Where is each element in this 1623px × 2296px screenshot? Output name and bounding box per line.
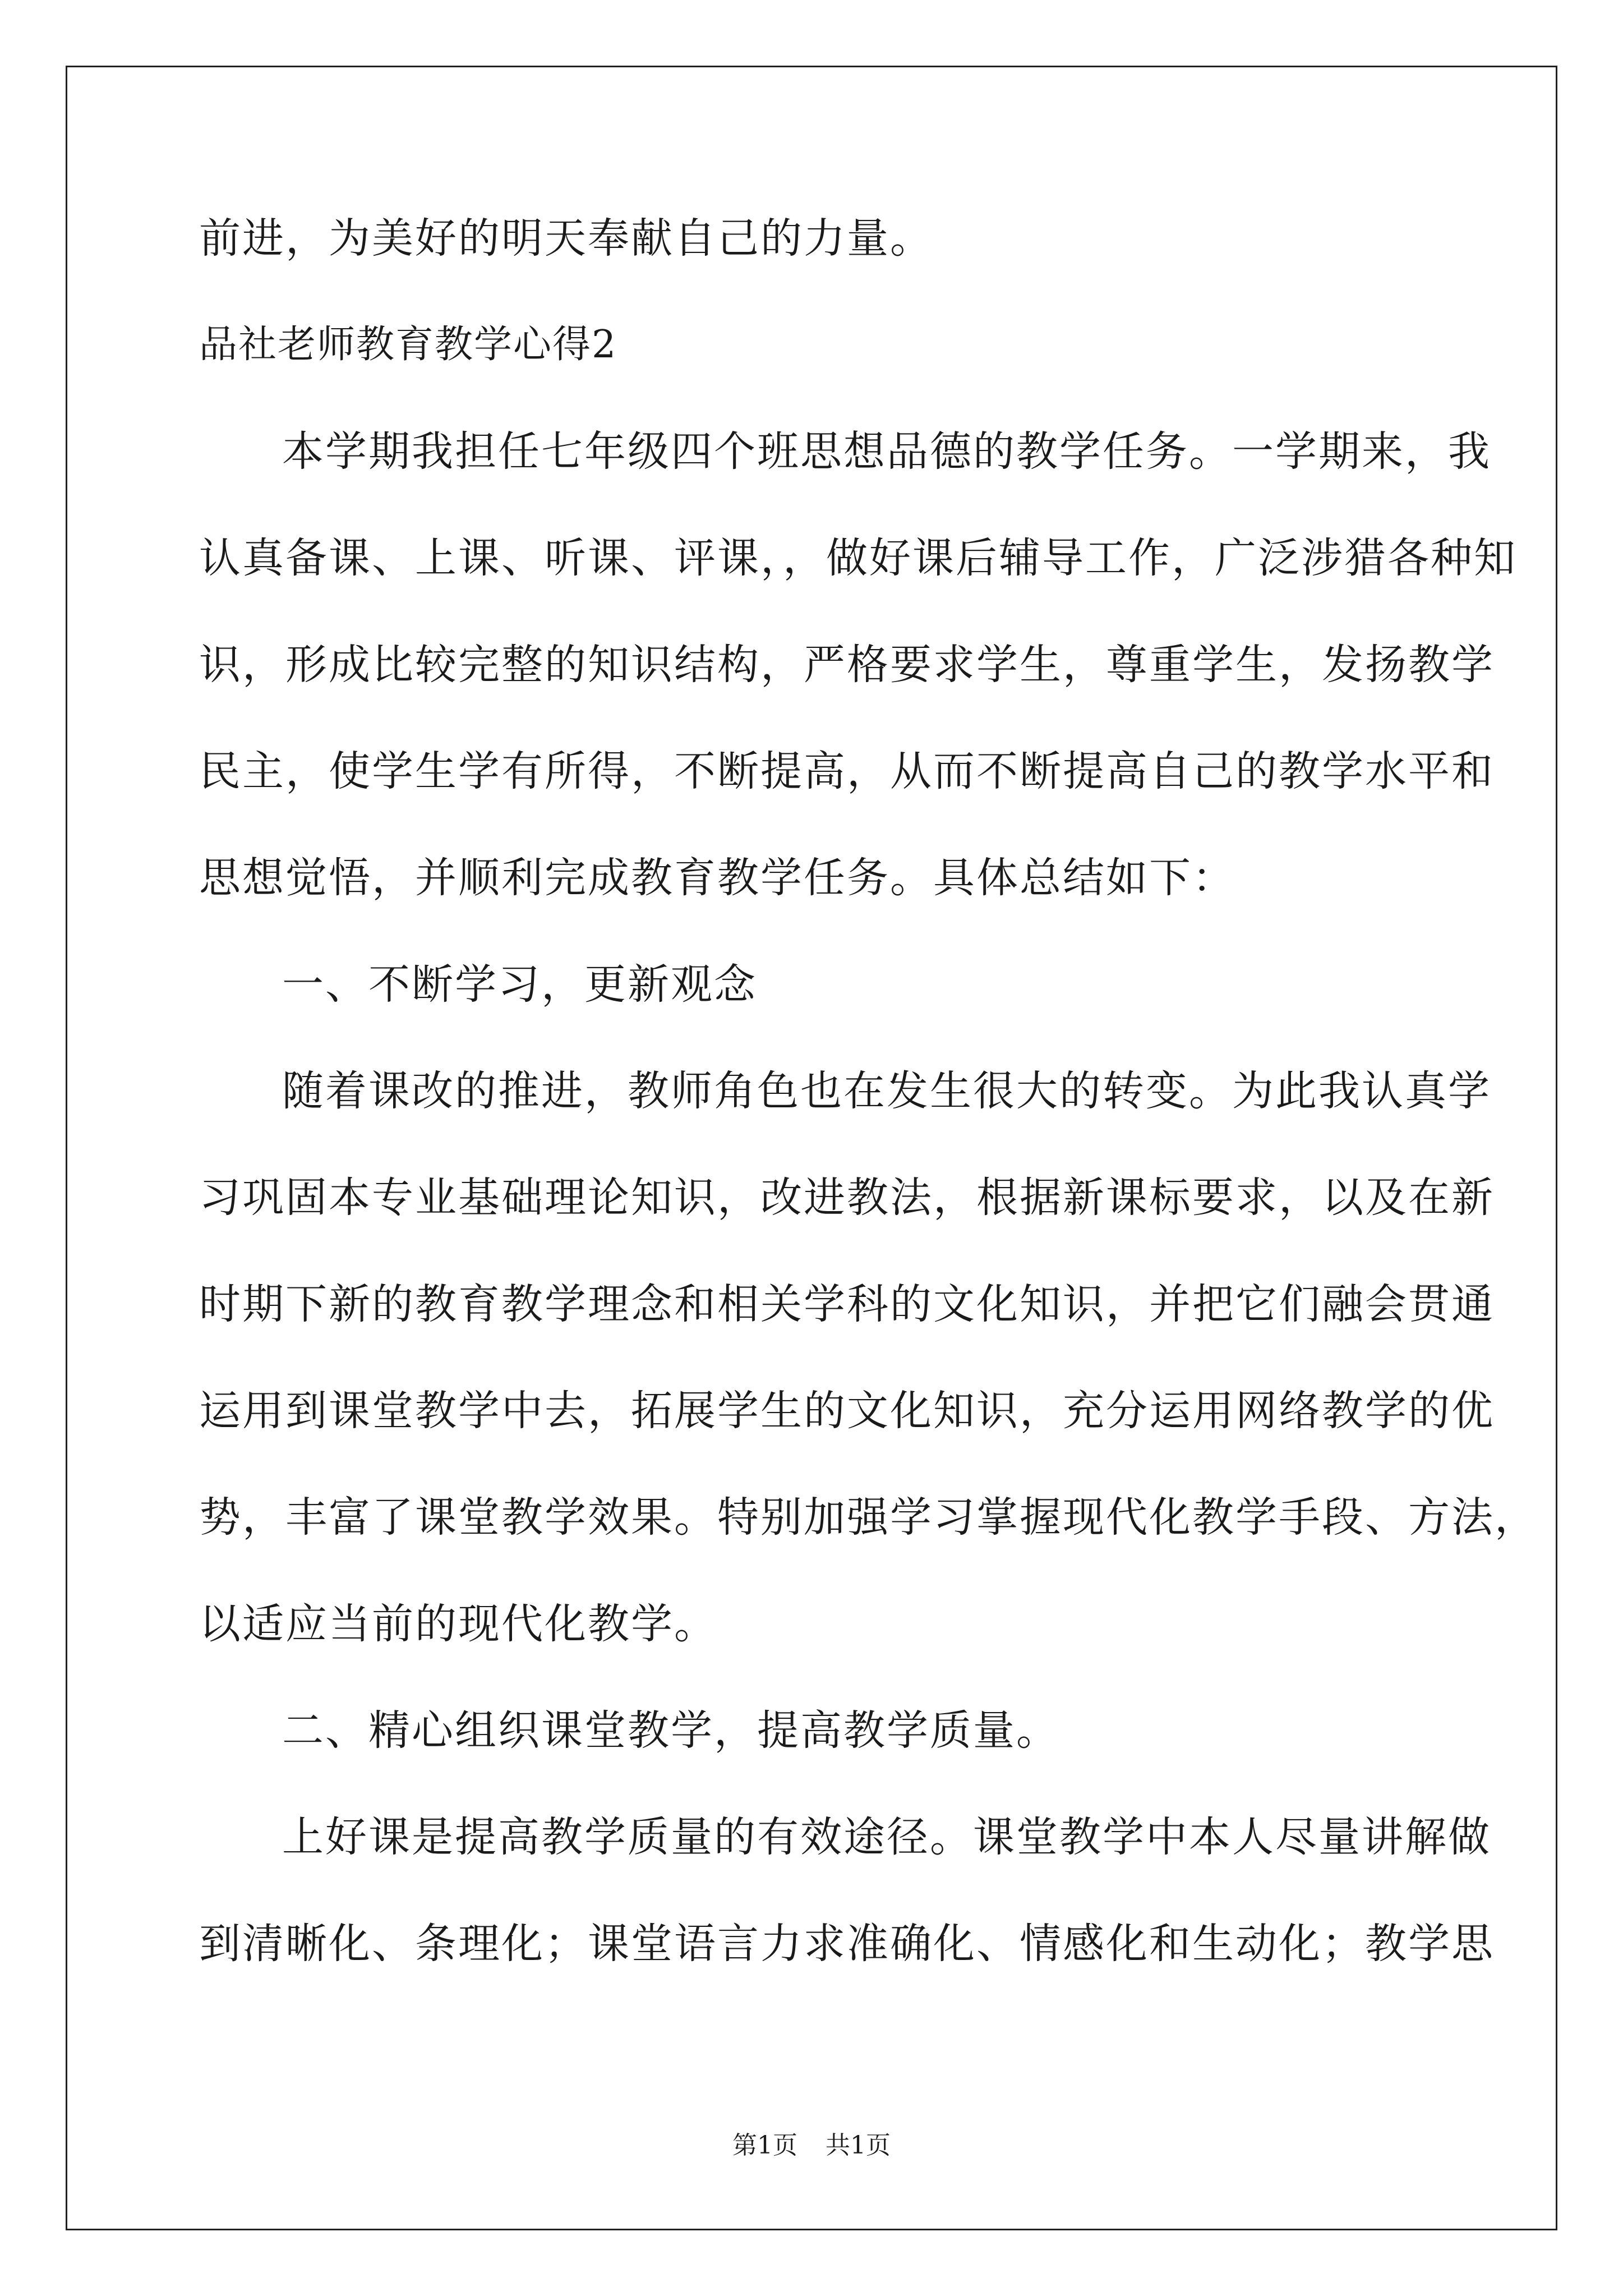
paragraph-line: 势，丰富了课堂教学效果。特别加强学习掌握现代化教学手段、方法，: [199, 1493, 1538, 1542]
paragraph-line: 思想觉悟，并顺利完成教育教学任务。具体总结如下：: [199, 854, 1235, 902]
paragraph-line: 以适应当前的现代化教学。: [199, 1600, 717, 1648]
paragraph-line: 到清晰化、条理化；课堂语言力求准确化、情感化和生动化；教学思: [199, 1920, 1495, 1968]
section-title: 品社老师教育教学心得2: [199, 323, 617, 367]
paragraph-line: 上好课是提高教学质量的有效途径。课堂教学中本人尽量讲解做: [282, 1813, 1491, 1861]
paragraph-line: 时期下新的教育教学理念和相关学科的文化知识，并把它们融会贯通: [199, 1280, 1495, 1328]
paragraph-line: 运用到课堂教学中去，拓展学生的文化知识，充分运用网络教学的优: [199, 1387, 1495, 1435]
page-border: [66, 66, 1557, 2230]
paragraph-line: 认真备课、上课、听课、评课，，做好课后辅导工作，广泛涉猎各种知: [199, 534, 1517, 582]
subheading-1: 一、不断学习，更新观念: [282, 960, 757, 1009]
page-footer: [0, 2129, 1623, 2162]
paragraph-line: 民主，使学生学有所得，不断提高，从而不断提高自己的教学水平和: [199, 747, 1495, 795]
subheading-2: 二、精心组织课堂教学，提高教学质量。: [282, 1706, 1059, 1755]
page-total: 共1页: [826, 2131, 891, 2160]
paragraph-line: 习巩固本专业基础理论知识，改进教法，根据新课标要求，以及在新: [199, 1174, 1495, 1222]
paragraph-line: 随着课改的推进，教师角色也在发生很大的转变。为此我认真学: [282, 1067, 1491, 1115]
paragraph-line: 本学期我担任七年级四个班思想品德的教学任务。一学期来，我: [282, 427, 1491, 476]
text-line-continuation: 前进，为美好的明天奉献自己的力量。: [199, 214, 933, 263]
paragraph-line: 识，形成比较完整的知识结构，严格要求学生，尊重学生，发扬教学: [199, 641, 1495, 689]
page-number: 第1页: [732, 2131, 797, 2160]
